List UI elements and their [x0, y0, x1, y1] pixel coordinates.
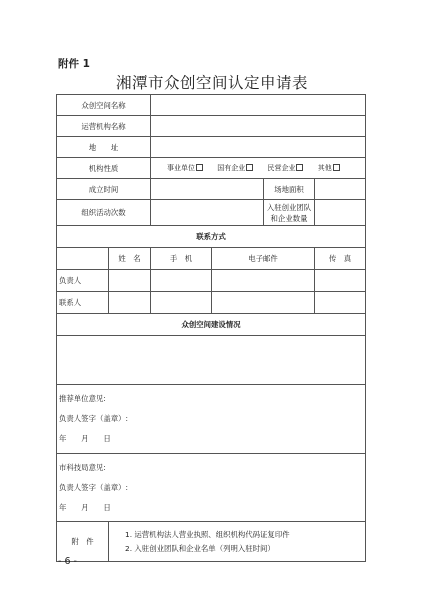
- address-field[interactable]: [151, 137, 366, 158]
- contact-header-fax: 传 真: [315, 248, 366, 270]
- org-type-checkbox[interactable]: [296, 164, 303, 171]
- contact-fax-field[interactable]: [315, 292, 366, 314]
- teams-label-line2: 和企业数量: [270, 213, 308, 223]
- bureau-signature-label: 负责人签字（盖章）:: [59, 482, 129, 492]
- application-form-table: [56, 94, 366, 562]
- teams-field[interactable]: [315, 200, 366, 226]
- recommend-opinion-label: 推荐单位意见:: [59, 394, 106, 404]
- teams-label: [264, 200, 315, 226]
- org-type-checkbox[interactable]: [196, 164, 203, 171]
- contact-section-title: 联系方式: [57, 226, 366, 248]
- contact-header-phone: 手 机: [151, 248, 212, 270]
- org-type-label: 机构性质: [57, 158, 151, 179]
- org-type-option-label: 民营企业: [267, 164, 296, 172]
- recommend-date-label: 年 月 日: [59, 434, 111, 444]
- construction-section-title: 众创空间建设情况: [57, 314, 366, 336]
- contact-fax-field[interactable]: [315, 270, 366, 292]
- teams-label-line1: 入驻创业团队: [266, 202, 312, 212]
- org-type-options: [151, 158, 366, 179]
- operator-field[interactable]: [151, 116, 366, 137]
- contact-header-blank: [57, 248, 109, 270]
- operator-label: 运营机构名称: [57, 116, 151, 137]
- construction-field[interactable]: [57, 336, 366, 385]
- established-field[interactable]: [151, 179, 264, 200]
- bureau-opinion-label: 市科技局意见:: [59, 462, 106, 472]
- org-type-checkbox[interactable]: [246, 164, 253, 171]
- contact-email-field[interactable]: [212, 292, 315, 314]
- activities-field[interactable]: [151, 200, 264, 226]
- org-type-option-label: 国有企业: [217, 164, 246, 172]
- table-row: [57, 292, 366, 314]
- org-type-checkbox[interactable]: [333, 164, 340, 171]
- contact-email-field[interactable]: [212, 270, 315, 292]
- org-type-option-label: 事业单位: [167, 164, 196, 172]
- attachment-item: 2. 入驻创业团队和企业名单（列明入驻时间）: [125, 543, 275, 553]
- attachment-item: 1. 运营机构法人营业执照、组织机构代码证复印件: [125, 529, 290, 539]
- table-row: [57, 270, 366, 292]
- recommend-signature-label: 负责人签字（盖章）:: [59, 414, 129, 424]
- attachments-label: 附 件: [57, 522, 109, 562]
- established-label: 成立时间: [57, 179, 151, 200]
- site-area-field[interactable]: [315, 179, 366, 200]
- space-name-label: 众创空间名称: [57, 95, 151, 116]
- bureau-opinion-block[interactable]: [57, 454, 366, 522]
- contact-row-label: 负责人: [57, 270, 109, 292]
- form-title: 湘潭市众创空间认定申请表: [115, 74, 308, 92]
- space-name-field[interactable]: [151, 95, 366, 116]
- org-type-option-label: 其他: [317, 164, 332, 172]
- contact-name-field[interactable]: [109, 270, 151, 292]
- attachments-list: [109, 522, 366, 562]
- contact-phone-field[interactable]: [151, 270, 212, 292]
- contact-row-label: 联系人: [57, 292, 109, 314]
- page-number: - 6 -: [58, 556, 77, 567]
- contact-header-name: 姓 名: [109, 248, 151, 270]
- contact-header-email: 电子邮件: [212, 248, 315, 270]
- contact-name-field[interactable]: [109, 292, 151, 314]
- address-label: 地 址: [57, 137, 151, 158]
- site-area-label: 场地面积: [264, 179, 315, 200]
- activities-label: 组织活动次数: [57, 200, 151, 226]
- recommend-opinion-block[interactable]: [57, 385, 366, 454]
- attachment-label: 附件 1: [58, 58, 90, 70]
- contact-phone-field[interactable]: [151, 292, 212, 314]
- bureau-date-label: 年 月 日: [59, 502, 111, 512]
